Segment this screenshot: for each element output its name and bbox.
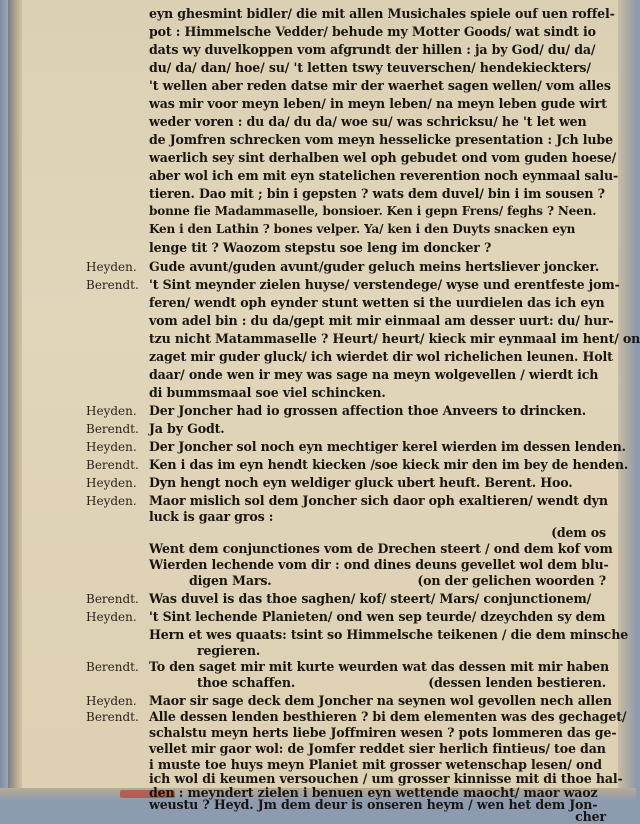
text-line: den : meyndert zielen i benuen eyn wettende maocht/ maor waoz bbox=[149, 785, 598, 800]
text-line: Was duvel is das thoe saghen/ kof/ steert/ Mars/ conjunctionem/ bbox=[149, 591, 592, 606]
text-line: Maor mislich sol dem Joncher sich daor oph exaltieren/ wendt dyn bbox=[149, 493, 608, 508]
text-line: Dyn hengt noch eyn weldiger gluck ubert heuft. Berent. Hoo. bbox=[149, 475, 573, 490]
text-line: (on der gelichen woorden ? bbox=[417, 573, 606, 588]
text-line: weder voren : du da/ du da/ woe su/ was schricksu/ he 't let wen bbox=[149, 114, 587, 129]
text-line: Ken i das im eyn hendt kiecken /soe kieck mir den im bey de henden. bbox=[149, 457, 629, 472]
text-line: thoe schaffen. bbox=[197, 675, 296, 690]
speaker-label: Berendt. bbox=[86, 592, 139, 606]
text-line: feren/ wendt oph eynder stunt wetten si the uurdielen das ich eyn bbox=[149, 295, 605, 310]
text-line: du/ da/ dan/ hoe/ su/ 't letten tswy teuverschen/ hendekieckters/ bbox=[149, 60, 591, 75]
speaker-label: Heyden. bbox=[86, 404, 137, 418]
text-line: bonne fie Madammaselle, bonsioer. Ken i gepn Frens/ feghs ? Neen. bbox=[149, 204, 597, 218]
text-line: was mir voor meyn leben/ in meyn leben/ na meyn leben gude wirt bbox=[149, 96, 607, 111]
text-line: tieren. Dao mit ; bin i gepsten ? wats dem duvel/ bin i im sousen ? bbox=[149, 186, 605, 201]
speaker-label: Heyden. bbox=[86, 476, 137, 490]
text-line: Maor sir sage deck dem Joncher na seynen wol gevollen nech allen bbox=[149, 693, 612, 708]
text-line: Ja by Godt. bbox=[149, 421, 225, 436]
text-line: pot : Himmelsche Vedder/ behude my Motter Goods/ wat sindt io bbox=[149, 24, 596, 39]
text-line: vom adel bin : du da/gept mit mir einmaal am desser uurt: du/ hur- bbox=[149, 313, 614, 328]
text-line: Der Joncher had io grossen affection thoe Anveers to drincken. bbox=[149, 403, 586, 418]
speaker-label: Heyden. bbox=[86, 260, 137, 274]
speaker-label: Berendt. bbox=[86, 458, 139, 472]
text-line: (dem os bbox=[551, 525, 606, 540]
text-line: 't Sint meynder zielen huyse/ verstendege/ wyse und erentfeste jom- bbox=[149, 277, 620, 292]
text-line: zaget mir guder gluck/ ich wierdet dir wol richelichen leunen. Holt bbox=[149, 349, 613, 364]
text-line: Gude avunt/guden avunt/guder geluch meins hertsliever joncker. bbox=[149, 259, 600, 274]
text-line: 't Sint lechende Planieten/ ond wen sep teurde/ dzeychden sy dem bbox=[149, 609, 606, 624]
speaker-label: Berendt. bbox=[86, 422, 139, 436]
text-line: To den saget mir mit kurte weurden wat das dessen mit mir haben bbox=[149, 659, 609, 674]
text-line: digen Mars. bbox=[189, 573, 272, 588]
text-line: regieren. bbox=[197, 643, 261, 658]
text-line: tzu nicht Matammaselle ? Heurt/ heurt/ kieck mir eynmaal im hent/ on bbox=[149, 331, 640, 346]
text-line: waerlich sey sint derhalben wel oph gebudet ond vom guden hoese/ bbox=[149, 150, 617, 165]
speaker-label: Heyden. bbox=[86, 694, 137, 708]
text-line: lenge tit ? Waozom stepstu soe leng im doncker ? bbox=[149, 240, 492, 255]
text-line: de Jomfren schrecken vom meyn hesselicke presentation : Jch lube bbox=[149, 132, 613, 147]
text-line: 't wellen aber reden datse mir der waerhet sagen wellen/ vom alles bbox=[149, 78, 611, 93]
speaker-label: Berendt. bbox=[86, 278, 139, 292]
text-line: ich wol di keumen versouchen / um grosser kinnisse mit di thoe hal- bbox=[149, 771, 623, 786]
speaker-label: Heyden. bbox=[86, 610, 137, 624]
text-line: Hern et wes quaats: tsint so Himmelsche teikenen / die dem minsche bbox=[149, 627, 629, 642]
text-line: (dessen lenden bestieren. bbox=[428, 675, 606, 690]
speaker-label: Berendt. bbox=[86, 710, 139, 724]
text-line: luck is gaar gros : bbox=[149, 509, 274, 524]
text-line: Alle dessen lenden besthieren ? bi dem elementen was des gechaget/ bbox=[149, 709, 627, 724]
speaker-label: Heyden. bbox=[86, 494, 137, 508]
text-line: Ken i den Lathin ? bones velper. Ya/ ken i den Duyts snacken eyn bbox=[149, 222, 576, 236]
text-line: schalstu meyn herts liebe Joffmiren wesen ? pots lommeren das ge- bbox=[149, 725, 617, 740]
text-line: di bummsmaal soe viel schincken. bbox=[149, 385, 386, 400]
text-line: i muste toe huys meyn Planiet mit grosser wetenschap lesen/ ond bbox=[149, 757, 602, 772]
text-line: Der Joncher sol noch eyn mechtiger kerel wierden im dessen lenden. bbox=[149, 439, 626, 454]
text-line: dats wy duvelkoppen vom afgrundt der hillen : ja by God/ du/ da/ bbox=[149, 42, 596, 57]
text-line: weustu ? Heyd. Jm dem deur is onseren heym / wen het dem Jon- bbox=[149, 797, 598, 812]
text-line: daar/ onde wen ir mey was sage na meyn wolgevellen / wierdt ich bbox=[149, 367, 599, 382]
speaker-label: Berendt. bbox=[86, 660, 139, 674]
text-line: aber wol ich em mit eyn statelichen reverention noch eynmaal salu- bbox=[149, 168, 619, 183]
text-line: vellet mir gaor wol: de Jomfer reddet sier herlich fintieus/ toe dan bbox=[149, 741, 606, 756]
text-line: Went dem conjunctiones vom de Drechen steert / ond dem kof vom bbox=[149, 541, 613, 556]
text-line: Wierden lechende vom dir : ond dines deuns gevellet wol dem blu- bbox=[149, 557, 609, 572]
text-line: cher bbox=[575, 809, 606, 824]
text-line: eyn ghesmint bidler/ die mit allen Musichales spiele ouf uen roffel- bbox=[149, 6, 615, 21]
speaker-label: Heyden. bbox=[86, 440, 137, 454]
